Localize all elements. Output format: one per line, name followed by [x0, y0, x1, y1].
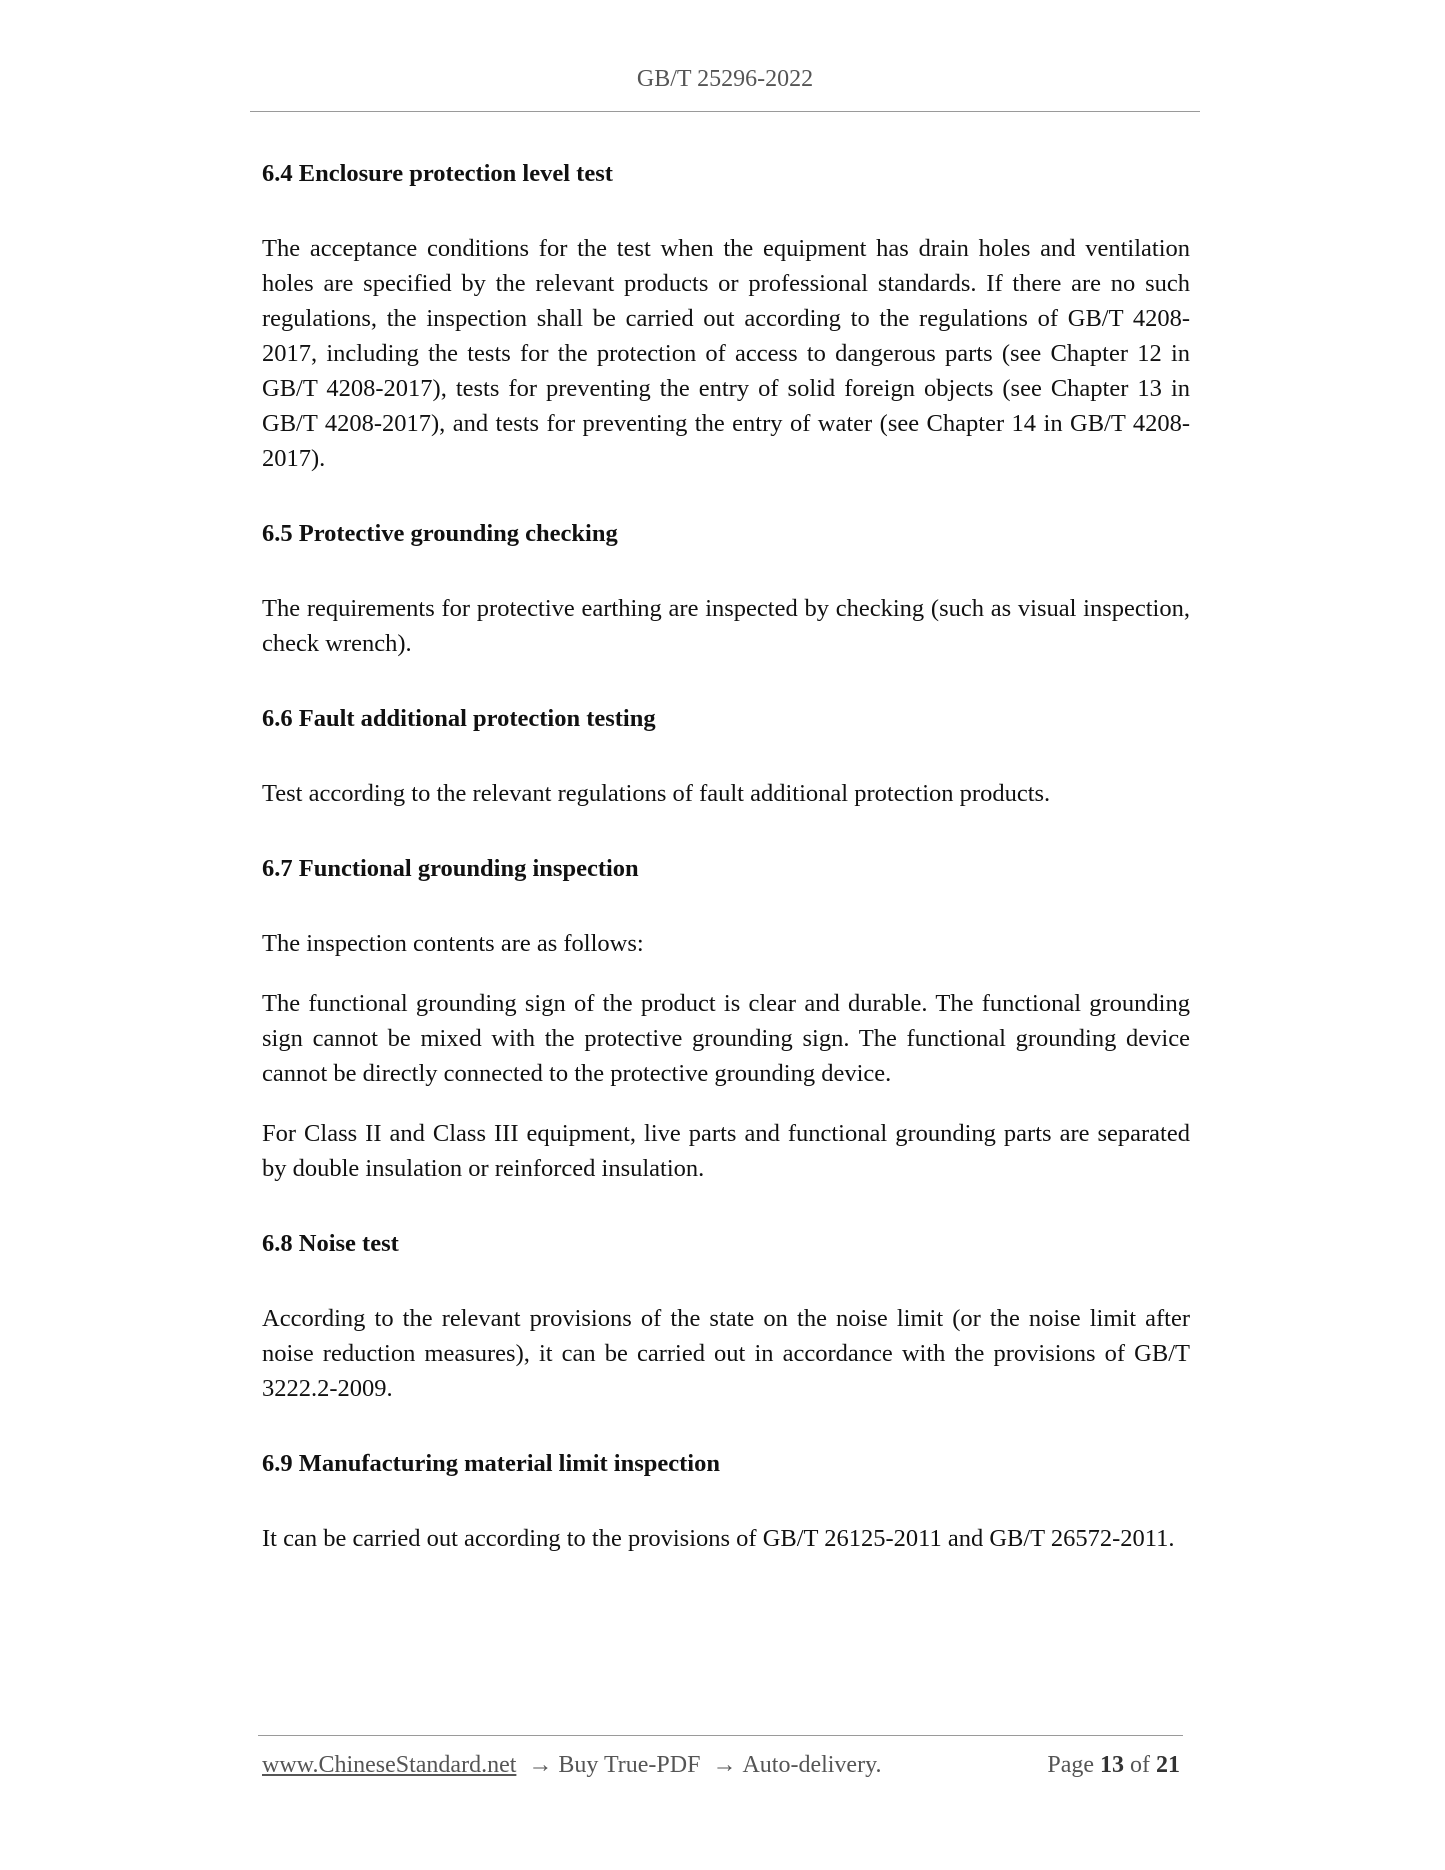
section-6-8	[262, 1226, 1190, 1406]
section-paragraph: The acceptance conditions for the test when the equipment has drain holes and ventilation holes are specified by the relevant products or professional standards. If there are no such regulations, the inspection shall be carried out according to the regulations of GB/T 4208-2017, including the tests for the protection of access to dangerous parts (see Chapter 12 in GB/T 4208-2017), tests for preventing the entry of solid foreign objects (see Chapter 13 in GB/T 4208-2017), and tests for preventing the entry of water (see Chapter 14 in GB/T 4208-2017).	[262, 235, 1190, 472]
section-paragraph: The functional grounding sign of the product is clear and durable. The functional grounding sign cannot be mixed with the protective grounding sign. The functional grounding device cannot be directly connected to the protective grounding device.	[262, 990, 1190, 1087]
section-paragraph: For Class II and Class III equipment, live parts and functional grounding parts are separated by double insulation or reinforced insulation.	[262, 1120, 1190, 1182]
page-number: 13	[1100, 1752, 1124, 1778]
header-divider	[250, 111, 1200, 112]
section-6-7	[262, 851, 1190, 1186]
section-paragraph: Test according to the relevant regulations of fault additional protection products.	[262, 780, 1051, 807]
footer-divider	[258, 1735, 1183, 1736]
arrow-right-icon: →	[712, 1752, 737, 1778]
section-paragraph: It can be carried out according to the provisions of GB/T 26125-2011 and GB/T 26572-2011.	[262, 1525, 1175, 1552]
section-heading: 6.4 Enclosure protection level test	[262, 160, 613, 187]
section-heading: 6.6 Fault additional protection testing	[262, 705, 656, 732]
arrow-right-icon: →	[528, 1752, 553, 1778]
buy-pdf-text: Buy True-PDF	[558, 1752, 701, 1778]
section-heading: 6.9 Manufacturing material limit inspection	[262, 1450, 720, 1477]
page-footer	[262, 1752, 1180, 1779]
auto-delivery-text: Auto-delivery.	[742, 1752, 882, 1778]
section-paragraph: According to the relevant provisions of the state on the noise limit (or the noise limit after noise reduction measures), it can be carried out in accordance with the provisions of GB/T 3222.2-2009.	[262, 1305, 1190, 1402]
section-6-5	[262, 516, 1190, 661]
page-total: 21	[1156, 1752, 1180, 1778]
of-label: of	[1130, 1752, 1150, 1778]
website-link[interactable]: www.ChineseStandard.net	[262, 1752, 517, 1778]
section-heading: 6.7 Functional grounding inspection	[262, 855, 639, 882]
section-heading: 6.8 Noise test	[262, 1230, 399, 1257]
document-id-header: GB/T 25296-2022	[636, 66, 814, 92]
section-6-6	[262, 701, 1190, 811]
section-paragraph: The requirements for protective earthing are inspected by checking (such as visual inspection, check wrench).	[262, 595, 1190, 657]
page-label: Page	[1047, 1752, 1094, 1778]
section-6-4	[262, 156, 1190, 476]
section-heading: 6.5 Protective grounding checking	[262, 520, 618, 547]
page-indicator	[1047, 1752, 1180, 1779]
document-body	[262, 156, 1190, 1581]
section-paragraph: The inspection contents are as follows:	[262, 930, 644, 957]
section-6-9	[262, 1446, 1190, 1556]
